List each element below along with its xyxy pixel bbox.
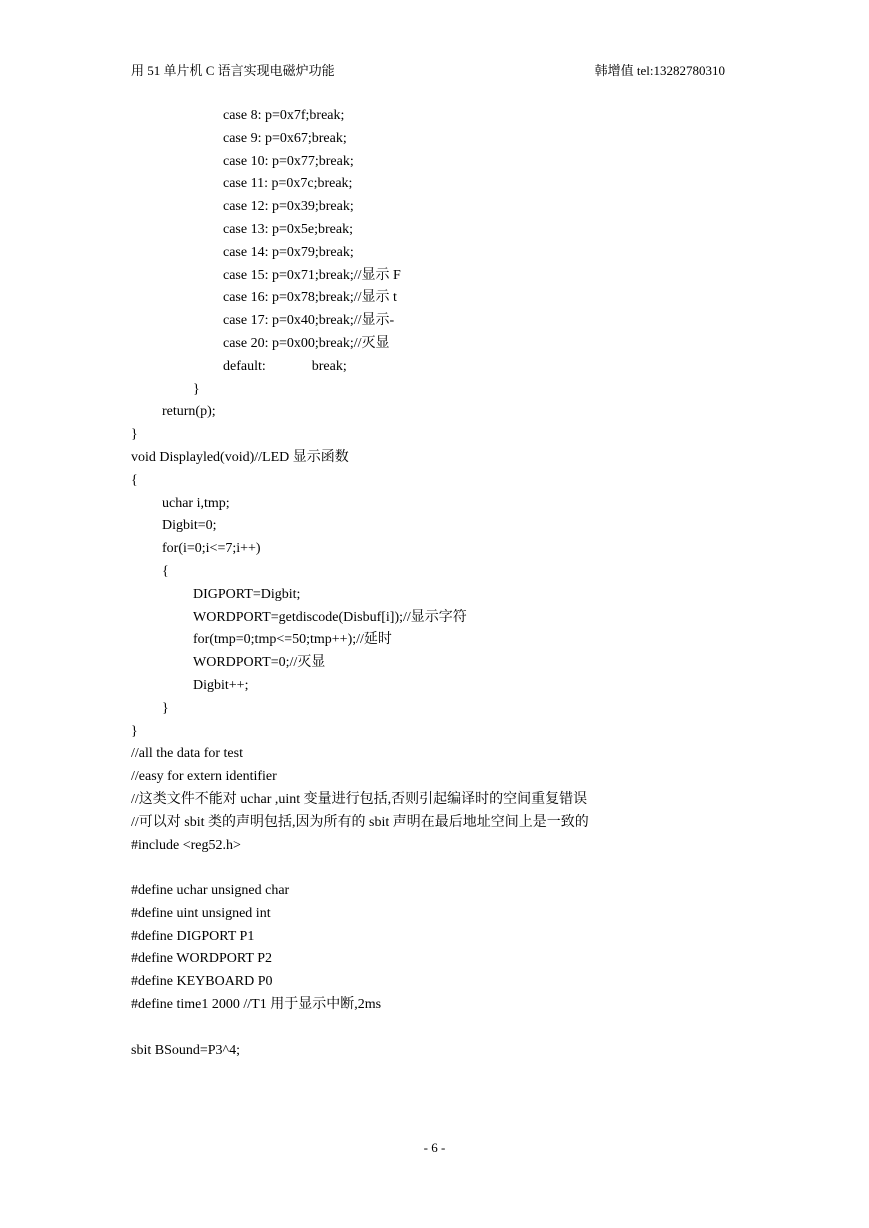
code-line: } bbox=[131, 427, 138, 443]
code-line: WORDPORT=0;//灭显 bbox=[193, 655, 326, 671]
code-line: #define time1 2000 //T1 用于显示中断,2ms bbox=[131, 997, 382, 1013]
code-line: #include <reg52.h> bbox=[131, 837, 241, 853]
code-line: //这类文件不能对 uchar ,uint 变量进行包括,否则引起编译时的空间重复错误 bbox=[131, 791, 588, 807]
default-break: break; bbox=[311, 358, 347, 374]
code-line: uchar i,tmp; bbox=[162, 495, 230, 511]
page-header bbox=[131, 62, 725, 80]
page-number: - 6 - bbox=[423, 1140, 446, 1155]
code-line: case 17: p=0x40;break;//显示- bbox=[223, 313, 395, 329]
code-line: case 12: p=0x39;break; bbox=[223, 199, 354, 215]
code-line: sbit BSound=P3^4; bbox=[131, 1042, 240, 1058]
code-line: void Displayled(void)//LED 显示函数 bbox=[131, 449, 349, 465]
code-line: case 15: p=0x71;break;//显示 F bbox=[223, 267, 401, 283]
code-line: } bbox=[162, 700, 169, 716]
code-line: case 13: p=0x5e;break; bbox=[223, 221, 353, 237]
code-line: case 16: p=0x78;break;//显示 t bbox=[223, 290, 397, 306]
author-contact: 韩增值 tel:13282780310 bbox=[594, 63, 725, 78]
code-line: #define KEYBOARD P0 bbox=[131, 974, 273, 990]
code-line: } bbox=[131, 723, 138, 739]
code-line: case 9: p=0x67;break; bbox=[223, 130, 347, 146]
blank-line bbox=[131, 1017, 731, 1040]
code-line: Digbit++; bbox=[193, 677, 249, 693]
code-line: //all the data for test bbox=[131, 746, 243, 762]
code-line: case 14: p=0x79;break; bbox=[223, 244, 354, 260]
code-line: return(p); bbox=[162, 404, 216, 420]
code-line: #define uint unsigned int bbox=[131, 905, 271, 921]
code-line: DIGPORT=Digbit; bbox=[193, 586, 301, 602]
code-line: { bbox=[131, 472, 138, 488]
code-line: case 10: p=0x77;break; bbox=[223, 153, 354, 169]
default-label: default: bbox=[223, 358, 266, 374]
code-line: case 11: p=0x7c;break; bbox=[223, 176, 353, 192]
code-line bbox=[131, 356, 731, 379]
code-line: case 8: p=0x7f;break; bbox=[223, 108, 345, 123]
code-line: //可以对 sbit 类的声明包括,因为所有的 sbit 声明在最后地址空间上是一致的 bbox=[131, 814, 589, 830]
code-line: #define uchar unsigned char bbox=[131, 883, 290, 899]
code-line: #define WORDPORT P2 bbox=[131, 951, 272, 967]
code-line: case 20: p=0x00;break;//灭显 bbox=[223, 335, 390, 351]
code-line: WORDPORT=getdiscode(Disbuf[i]);//显示字符 bbox=[193, 609, 467, 625]
code-line: for(i=0;i<=7;i++) bbox=[162, 541, 261, 557]
document-title: 用 51 单片机 C 语言实现电磁炉功能 bbox=[131, 63, 335, 78]
code-line: #define DIGPORT P1 bbox=[131, 928, 255, 944]
blank-line bbox=[131, 857, 731, 880]
code-line: { bbox=[162, 563, 169, 579]
code-listing bbox=[131, 105, 731, 1062]
code-line: } bbox=[193, 381, 200, 397]
page-footer bbox=[0, 1139, 869, 1157]
code-line: //easy for extern identifier bbox=[131, 769, 277, 785]
code-line: Digbit=0; bbox=[162, 518, 217, 534]
code-line: for(tmp=0;tmp<=50;tmp++);//延时 bbox=[193, 632, 392, 648]
